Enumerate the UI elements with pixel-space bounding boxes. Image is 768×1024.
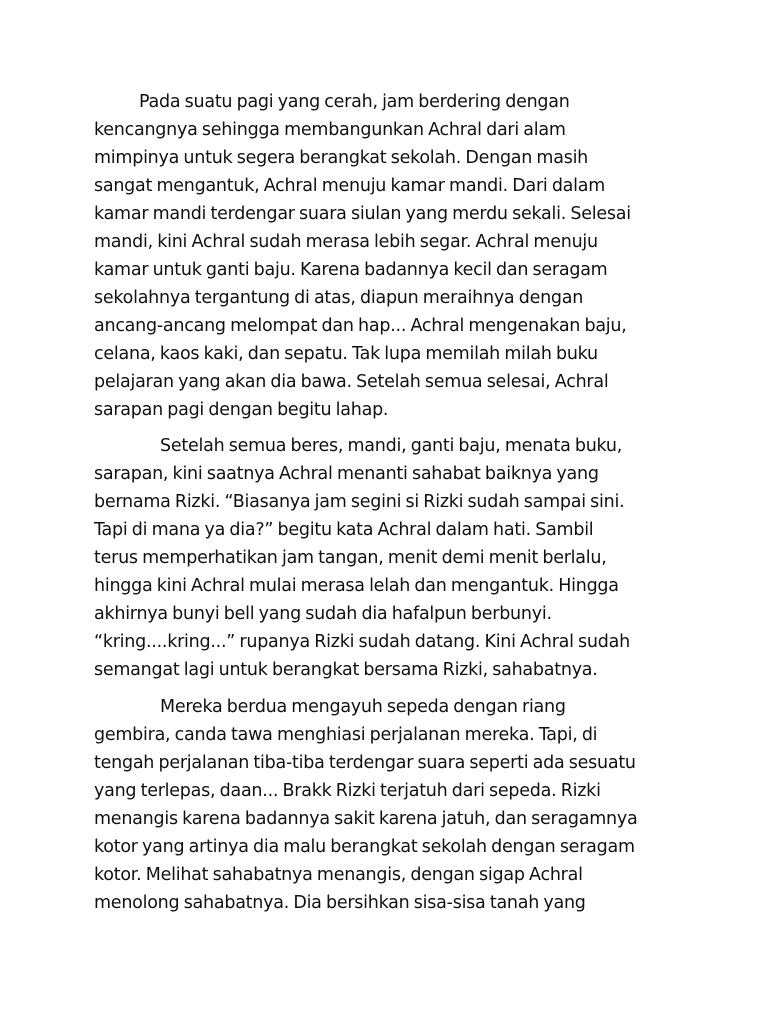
paragraph-1-line-10: celana, kaos kaki, dan sepatu. Tak lupa memilah milah buku [94,344,598,364]
paragraph-2-line-1: Setelah semua beres, mandi, ganti baju, menata buku, [160,436,623,456]
paragraph-2-line-5: terus memperhatikan jam tangan, menit demi menit berlalu, [94,548,607,568]
paragraph-3-line-1: Mereka berdua mengayuh sepeda dengan riang [160,697,566,717]
paragraph-3-line-4: yang terlepas, daan... Brakk Rizki terjatuh dari sepeda. Rizki [94,781,601,801]
paragraph-1-line-9: ancang-ancang melompat dan hap... Achral mengenakan baju, [94,316,627,336]
paragraph-1-line-8: sekolahnya tergantung di atas, diapun meraihnya dengan [94,288,584,308]
paragraph-1-line-1: Pada suatu pagi yang cerah, jam berdering dengan [139,92,570,112]
paragraph-3-line-8: menolong sahabatnya. Dia bersihkan sisa-sisa tanah yang [94,893,586,913]
paragraph-2-line-9: semangat lagi untuk berangkat bersama Rizki, sahabatnya. [94,660,598,680]
paragraph-1-line-6: mandi, kini Achral sudah merasa lebih segar. Achral menuju [94,232,598,252]
paragraph-3-line-7: kotor. Melihat sahabatnya menangis, dengan sigap Achral [94,865,583,885]
paragraph-1-line-11: pelajaran yang akan dia bawa. Setelah semua selesai, Achral [94,372,609,392]
paragraph-2-line-3: bernama Rizki. “Biasanya jam segini si Rizki sudah sampai sini. [94,492,625,512]
paragraph-2-line-6: hingga kini Achral mulai merasa lelah dan mengantuk. Hingga [94,576,619,596]
paragraph-1-line-4: sangat mengantuk, Achral menuju kamar mandi. Dari dalam [94,176,606,196]
paragraph-2-line-2: sarapan, kini saatnya Achral menanti sahabat baiknya yang [94,464,599,484]
paragraph-3-line-2: gembira, canda tawa menghiasi perjalanan mereka. Tapi, di [94,725,598,745]
paragraph-1-line-5: kamar mandi terdengar suara siulan yang merdu sekali. Selesai [94,204,631,224]
paragraph-3-line-6: kotor yang artinya dia malu berangkat sekolah dengan seragam [94,837,635,857]
paragraph-1-line-2: kencangnya sehingga membangunkan Achral dari alam [94,120,566,140]
paragraph-3-line-5: menangis karena badannya sakit karena jatuh, dan seragamnya [94,809,638,829]
paragraph-1-line-7: kamar untuk ganti baju. Karena badannya kecil dan seragam [94,260,608,280]
paragraph-2-line-8: “kring....kring...” rupanya Rizki sudah datang. Kini Achral sudah [94,632,630,652]
paragraph-2-line-4: Tapi di mana ya dia?” begitu kata Achral dalam hati. Sambil [94,520,594,540]
paragraph-1-line-12: sarapan pagi dengan begitu lahap. [94,400,389,420]
paragraph-1-line-3: mimpinya untuk segera berangkat sekolah. Dengan masih [94,148,589,168]
paragraph-3-line-3: tengah perjalanan tiba-tiba terdengar suara seperti ada sesuatu [94,753,636,773]
paragraph-2-line-7: akhirnya bunyi bell yang sudah dia hafalpun berbunyi. [94,604,552,624]
